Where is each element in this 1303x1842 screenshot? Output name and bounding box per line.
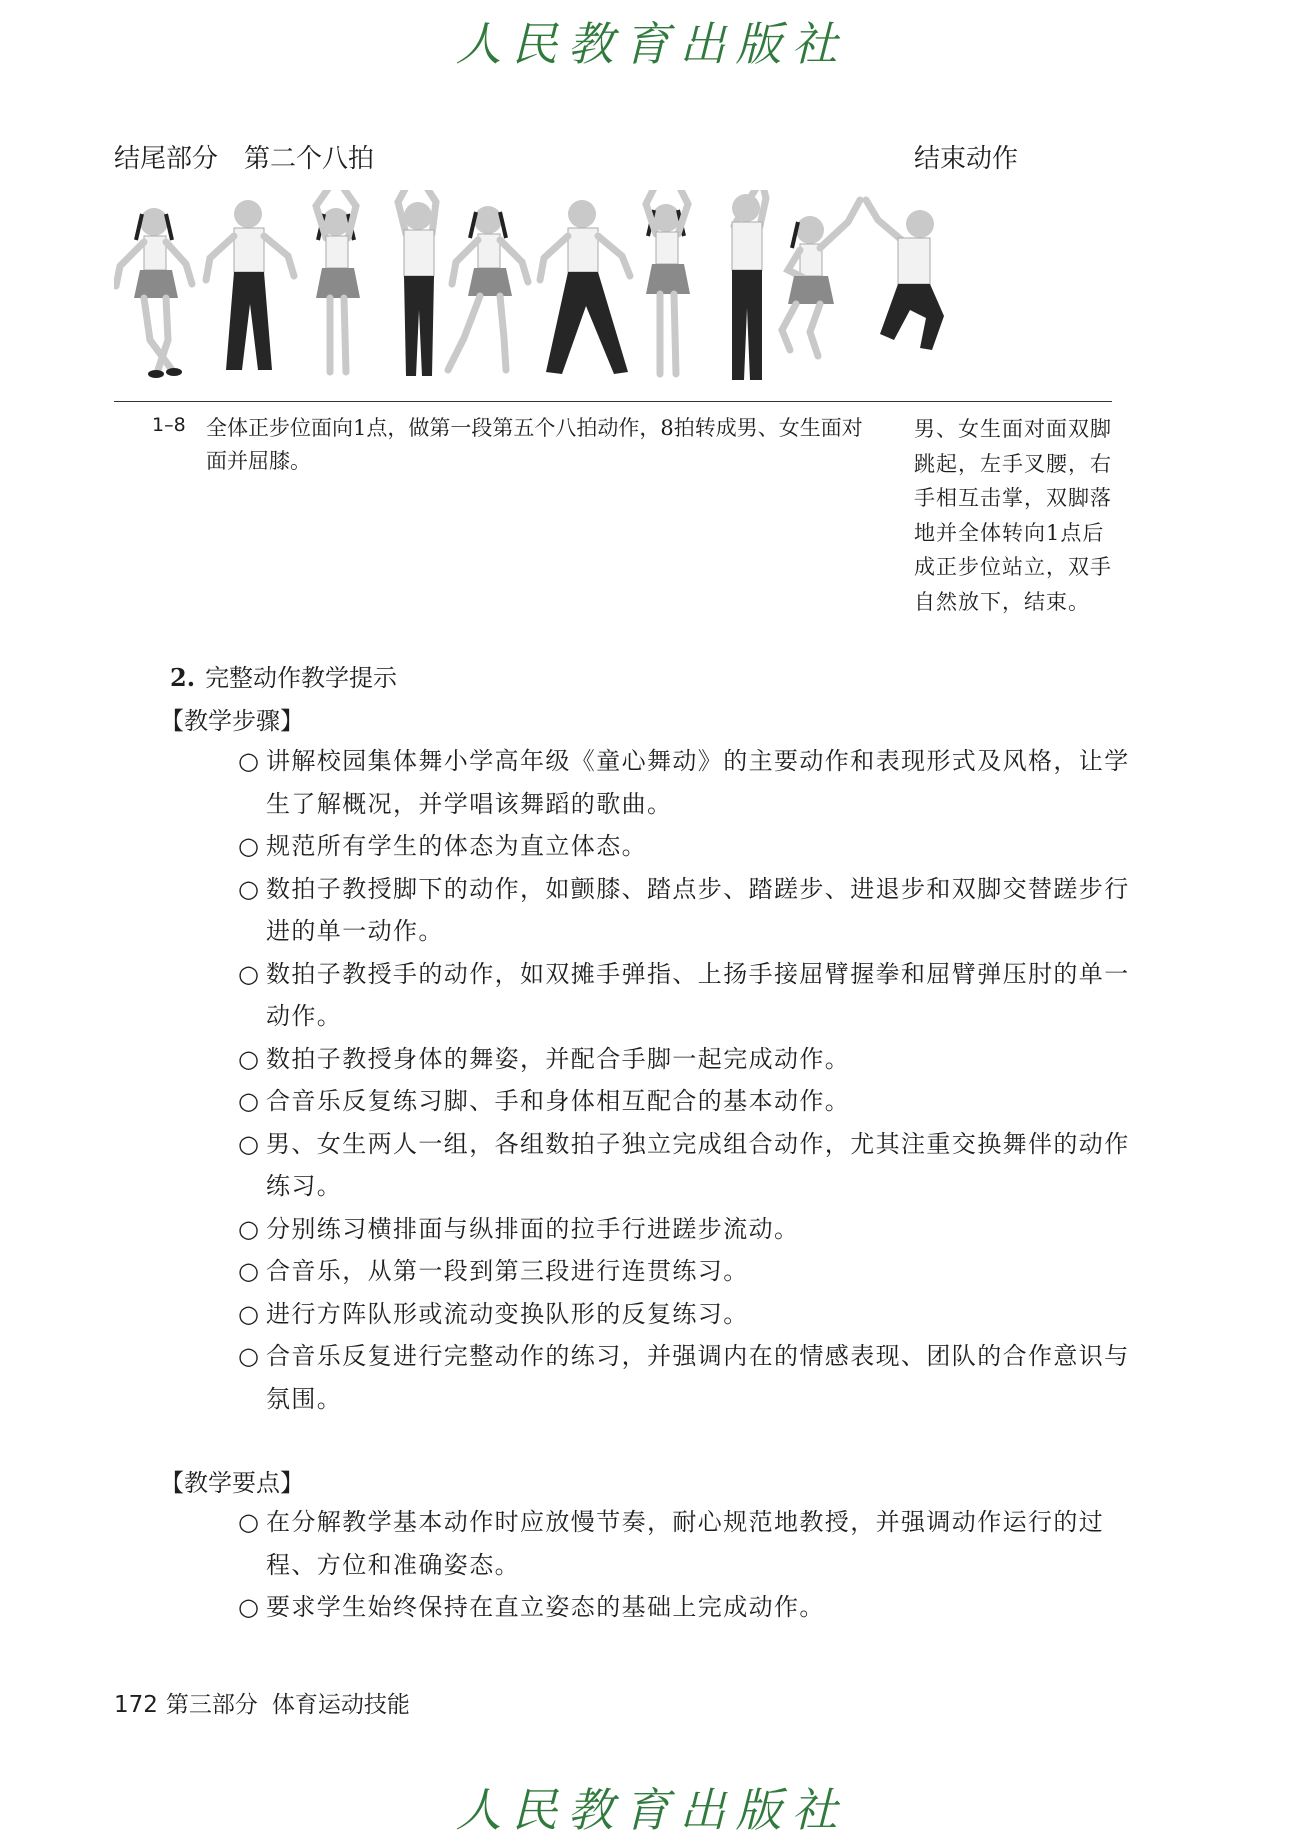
- publisher-logo-bottom: 人民教育出版社: [455, 1783, 848, 1837]
- circle-bullet-icon: ○: [238, 959, 261, 988]
- dance-figures-illustration: [114, 190, 1114, 400]
- list-item: ○ 数拍子教授手的动作，如双摊手弹指、上扬手接屈臂握拳和屈臂弹压肘的单一动作。: [238, 953, 1138, 1038]
- list-item: ○ 要求学生始终保持在直立姿态的基础上完成动作。: [238, 1586, 1138, 1629]
- list-item: ○ 男、女生两人一组，各组数拍子独立完成组合动作，尤其注重交换舞伴的动作练习。: [238, 1123, 1138, 1208]
- teaching-steps-heading: 【教学步骤】: [160, 707, 304, 735]
- list-item: ○ 数拍子教授脚下的动作，如颤膝、踏点步、踏蹉步、进退步和双脚交替蹉步行进的单一动作。: [238, 868, 1138, 953]
- list-item: ○ 规范所有学生的体态为直立体态。: [238, 825, 1138, 868]
- circle-bullet-icon: ○: [238, 1257, 261, 1285]
- circle-bullet-icon: ○: [238, 832, 261, 860]
- list-item: ○ 合音乐反复进行完整动作的练习，并强调内在的情感表现、团队的合作意识与氛围。: [238, 1335, 1138, 1420]
- circle-bullet-icon: ○: [238, 1129, 261, 1158]
- circle-bullet-icon: ○: [238, 1214, 261, 1243]
- circle-bullet-icon: ○: [238, 1087, 261, 1115]
- teaching-points-list: [238, 1501, 1138, 1629]
- subsection-number: 2.: [170, 663, 196, 692]
- list-item: ○ 数拍子教授身体的舞姿，并配合手脚一起完成动作。: [238, 1038, 1138, 1081]
- circle-bullet-icon: ○: [238, 1593, 261, 1621]
- list-item: ○ 分别练习横排面与纵排面的拉手行进蹉步流动。: [238, 1208, 1138, 1251]
- table-divider-rule: [114, 401, 1112, 402]
- ending-description: 男、女生面对面双脚跳起，左手叉腰，右手相互击掌，双脚落地并全体转向1点后成正步位站立，双手自然放下，结束。: [914, 417, 1112, 614]
- list-item: ○ 合音乐，从第一段到第三段进行连贯练习。: [238, 1250, 1138, 1293]
- section-title: [114, 138, 374, 175]
- dancer-figure: [316, 190, 360, 372]
- page-footer: [114, 1686, 410, 1719]
- beat-description: 全体正步位面向1点，做第一段第五个八拍动作，8拍转成男、女生面对面并屈膝。: [206, 416, 863, 473]
- publisher-logo-top: 人民教育出版社: [455, 17, 848, 71]
- circle-bullet-icon: ○: [238, 747, 261, 775]
- teaching-points-heading: 【教学要点】: [160, 1469, 304, 1497]
- footer-part: 第三部分: [165, 1692, 258, 1718]
- beat-count-label: 1–8: [152, 414, 186, 436]
- page-number: 172: [114, 1692, 158, 1718]
- dancer-pair-figure: [782, 200, 944, 356]
- list-item: ○ 合音乐反复练习脚、手和身体相互配合的基本动作。: [238, 1080, 1138, 1123]
- subsection-heading: [170, 658, 397, 693]
- list-item: ○ 在分解教学基本动作时应放慢节奏，耐心规范地教授，并强调动作运行的过程、方位和准确姿态。: [238, 1501, 1138, 1586]
- circle-bullet-icon: ○: [238, 1044, 261, 1073]
- footer-subject: 体育运动技能: [271, 1692, 410, 1718]
- circle-bullet-icon: ○: [238, 1508, 261, 1536]
- dancer-figure: [448, 206, 528, 370]
- section-title-part: 结尾部分: [114, 144, 219, 174]
- ending-title: 结束动作: [914, 144, 1019, 174]
- dancer-figure: [116, 208, 192, 378]
- list-item: ○ 进行方阵队形或流动变换队形的反复练习。: [238, 1293, 1138, 1336]
- circle-bullet-icon: ○: [238, 1299, 261, 1328]
- section-title-beat: 第二个八拍: [244, 144, 375, 174]
- subsection-title: 完整动作教学提示: [205, 664, 398, 692]
- dancer-figure: [206, 200, 294, 370]
- dancer-figure: [540, 200, 630, 374]
- dancer-figure: [732, 190, 766, 380]
- circle-bullet-icon: ○: [238, 1342, 261, 1370]
- circle-bullet-icon: ○: [238, 874, 261, 903]
- dancer-figure: [646, 190, 690, 374]
- dancer-figure: [398, 190, 436, 376]
- teaching-steps-list: [238, 740, 1138, 1420]
- list-item: ○ 讲解校园集体舞小学高年级《童心舞动》的主要动作和表现形式及风格，让学生了解概况，并学唱该舞蹈的歌曲。: [238, 740, 1138, 825]
